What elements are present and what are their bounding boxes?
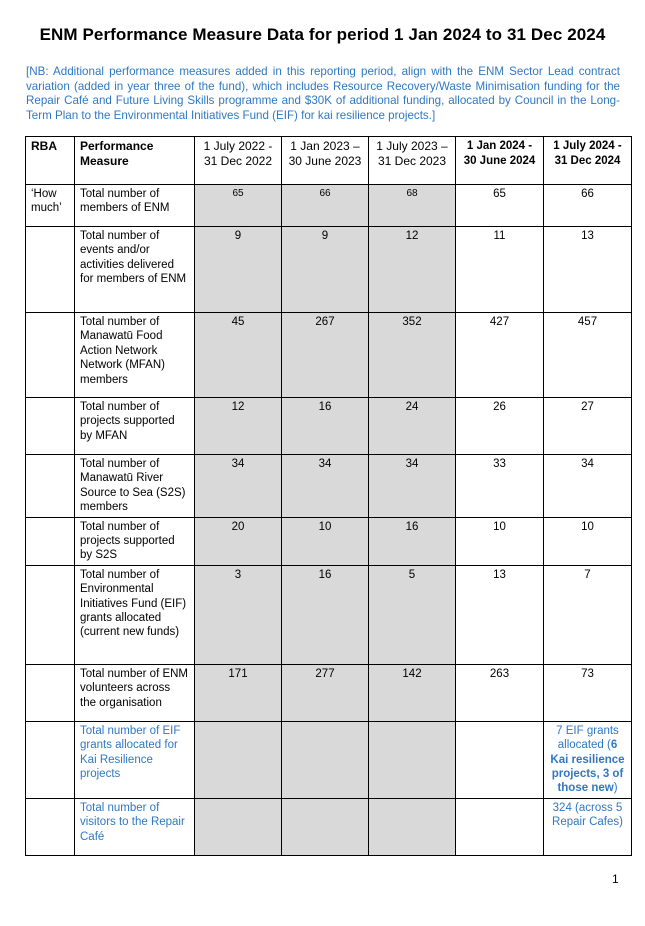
value-cell: 27 <box>544 398 632 455</box>
value-cell: 68 <box>369 185 456 227</box>
header-rba: RBA <box>26 137 75 185</box>
table-row <box>26 664 632 721</box>
value-cell: 34 <box>282 455 369 518</box>
table-row <box>26 517 632 565</box>
measure-label: Total number of Manawatū River Source to Sea (S2S) members <box>75 455 195 518</box>
value-cell: 3 <box>195 565 282 664</box>
table-header-row <box>26 137 632 185</box>
value-cell: 5 <box>369 565 456 664</box>
page-number: 1 <box>612 872 619 886</box>
table-row <box>26 398 632 455</box>
value-cell: 34 <box>544 455 632 518</box>
value-cell: 34 <box>369 455 456 518</box>
value-cell: 7 <box>544 565 632 664</box>
value-cell: 7 EIF grants allocated (6 Kai resilience projects, 3 of those new) <box>544 721 632 798</box>
header-period-1: 1 July 2022 - 31 Dec 2022 <box>195 137 282 185</box>
value-cell: 277 <box>282 664 369 721</box>
value-cell: 457 <box>544 313 632 398</box>
note-paragraph: [NB: Additional performance measures added in this reporting period, align with the ENM Sector Lead contract variation (added in year three of the fund), which includes Resource Recovery/Waste Minimisation funding for the Repair Café and Future Living Skills programme and $30K of additional funding, allocated by Council in the Long-Term Plan to the Environmental Initiatives Fund (EIF) for kai resilience projects.] <box>26 65 620 122</box>
value-cell: 20 <box>195 517 282 565</box>
value-cell: 352 <box>369 313 456 398</box>
value-cell: 16 <box>282 398 369 455</box>
measure-label: Total number of projects supported by MFAN <box>75 398 195 455</box>
value-cell: 142 <box>369 664 456 721</box>
value-cell: 45 <box>195 313 282 398</box>
value-cell: 9 <box>282 227 369 313</box>
value-cell: 12 <box>195 398 282 455</box>
rba-label: ‘How much’ <box>26 185 75 227</box>
value-cell: 10 <box>282 517 369 565</box>
table-row <box>26 227 632 313</box>
value-cell: 11 <box>456 227 544 313</box>
header-period-3: 1 July 2023 – 31 Dec 2023 <box>369 137 456 185</box>
value-cell: 16 <box>369 517 456 565</box>
measure-label: Total number of ENM volunteers across the organisation <box>75 664 195 721</box>
table-row <box>26 313 632 398</box>
value-cell: 9 <box>195 227 282 313</box>
measure-label: Total number of events and/or activities delivered for members of ENM <box>75 227 195 313</box>
value-cell: 263 <box>456 664 544 721</box>
measure-label: Total number of Manawatū Food Action Network Network (MFAN) members <box>75 313 195 398</box>
value-cell: 34 <box>195 455 282 518</box>
header-period-4: 1 Jan 2024 - 30 June 2024 <box>456 137 544 185</box>
page-title: ENM Performance Measure Data for period 1 Jan 2024 to 31 Dec 2024 <box>39 25 606 44</box>
measure-label: Total number of EIF grants allocated for Kai Resilience projects <box>75 721 195 798</box>
value-cell: 12 <box>369 227 456 313</box>
value-cell: 26 <box>456 398 544 455</box>
measure-label: Total number of visitors to the Repair Café <box>75 798 195 855</box>
value-cell: 16 <box>282 565 369 664</box>
value-cell: 324 (across 5 Repair Cafes) <box>544 798 632 855</box>
value-cell: 65 <box>456 185 544 227</box>
measure-label: Total number of Environmental Initiatives Fund (EIF) grants allocated (current new funds) <box>75 565 195 664</box>
measure-label: Total number of projects supported by S2S <box>75 517 195 565</box>
table-row <box>26 565 632 664</box>
table-row <box>26 455 632 518</box>
performance-measure-table <box>25 136 632 856</box>
value-cell: 171 <box>195 664 282 721</box>
header-period-5: 1 July 2024 - 31 Dec 2024 <box>544 137 632 185</box>
table-row <box>26 185 632 227</box>
header-measure: Performance Measure <box>75 137 195 185</box>
value-cell: 24 <box>369 398 456 455</box>
value-cell: 10 <box>544 517 632 565</box>
value-cell: 13 <box>456 565 544 664</box>
value-cell: 65 <box>195 185 282 227</box>
value-cell: 66 <box>282 185 369 227</box>
table-row-eif-kai <box>26 721 632 798</box>
value-cell: 13 <box>544 227 632 313</box>
value-cell: 10 <box>456 517 544 565</box>
value-cell: 73 <box>544 664 632 721</box>
value-cell: 267 <box>282 313 369 398</box>
value-cell: 66 <box>544 185 632 227</box>
header-period-2: 1 Jan 2023 – 30 June 2023 <box>282 137 369 185</box>
value-cell: 33 <box>456 455 544 518</box>
value-cell: 427 <box>456 313 544 398</box>
measure-label: Total number of members of ENM <box>75 185 195 227</box>
table-row-repair-cafe <box>26 798 632 855</box>
